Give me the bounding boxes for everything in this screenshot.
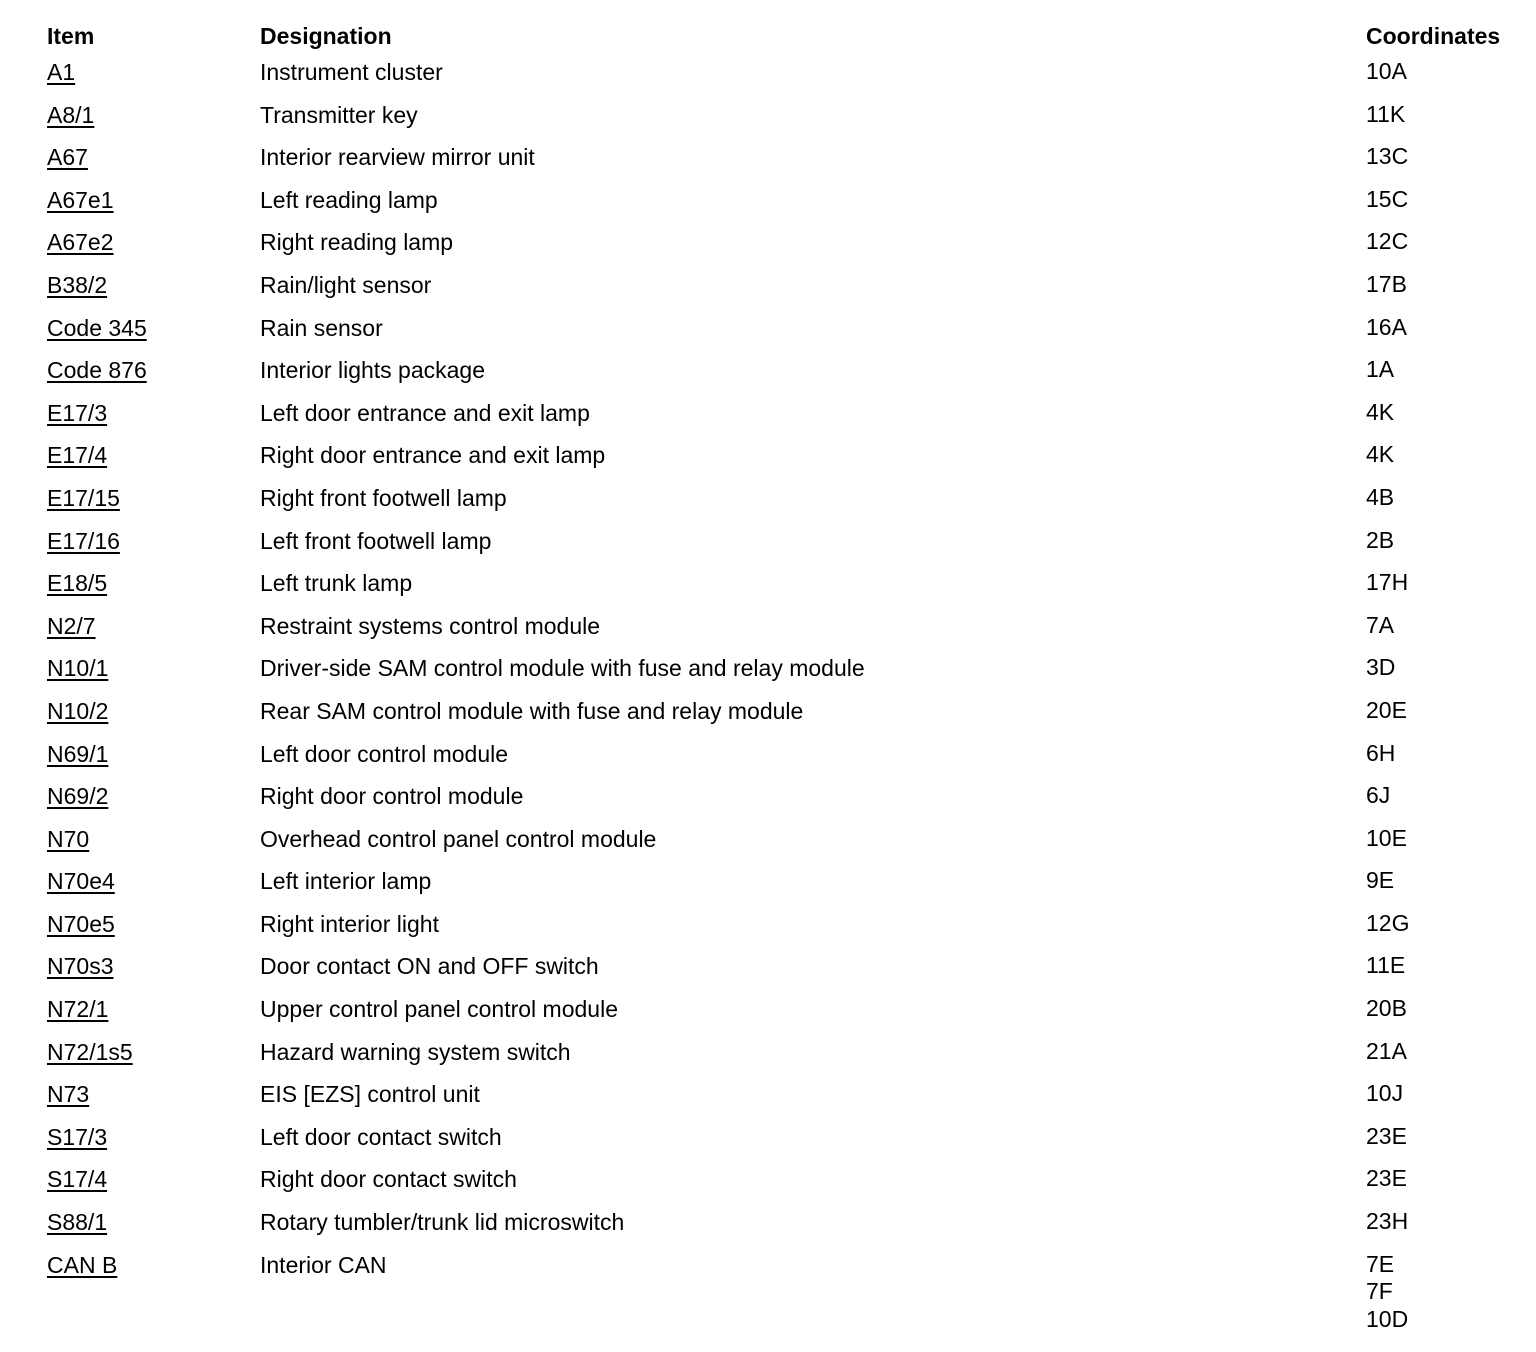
designation-text: Door contact ON and OFF switch xyxy=(260,953,599,980)
coordinates-cell xyxy=(1366,143,1408,171)
coordinate-value: 3D xyxy=(1366,654,1396,681)
designation-text: Left reading lamp xyxy=(260,186,438,213)
table-row xyxy=(47,1165,1527,1208)
designation-text: Upper control panel control module xyxy=(260,996,618,1023)
coordinates-cell xyxy=(1366,782,1390,810)
table-row xyxy=(47,569,1527,612)
coordinate-value: 7F xyxy=(1366,1278,1393,1305)
designation-text: Restraint systems control module xyxy=(260,612,601,639)
coordinates-cell xyxy=(1366,740,1395,768)
coordinates-cell xyxy=(1366,612,1394,640)
item-link[interactable]: E18/5 xyxy=(47,570,108,597)
table-row xyxy=(47,782,1527,825)
coordinate-value: 20E xyxy=(1366,696,1407,723)
coordinates-cell xyxy=(1366,527,1394,555)
table-row xyxy=(47,1208,1527,1251)
coordinate-value: 4B xyxy=(1366,483,1395,510)
designation-text: Left front footwell lamp xyxy=(260,527,492,554)
coordinate-value: 23E xyxy=(1366,1122,1407,1149)
designation-text: Left trunk lamp xyxy=(260,570,413,597)
coordinate-value: 10E xyxy=(1366,824,1407,851)
coordinates-cell xyxy=(1366,910,1409,938)
designation-text: Left door contact switch xyxy=(260,1123,502,1150)
item-link[interactable]: N69/1 xyxy=(47,740,109,767)
item-link[interactable]: N2/7 xyxy=(47,612,96,639)
table-row xyxy=(47,484,1527,527)
designation-text: Rain/light sensor xyxy=(260,271,432,298)
coordinates-cell xyxy=(1366,569,1408,597)
coordinates-cell xyxy=(1366,484,1394,512)
designation-text: Rain sensor xyxy=(260,314,383,341)
table-header-row xyxy=(47,0,1527,58)
table-row xyxy=(47,58,1527,101)
coordinates-cell xyxy=(1366,101,1405,129)
table-row xyxy=(47,825,1527,868)
item-link[interactable]: E17/4 xyxy=(47,442,108,469)
coordinate-value: 1A xyxy=(1366,356,1395,383)
item-link[interactable]: B38/2 xyxy=(47,271,108,298)
table-row xyxy=(47,441,1527,484)
coordinates-cell xyxy=(1366,1123,1407,1151)
table-row xyxy=(47,271,1527,314)
coordinate-value: 11E xyxy=(1366,952,1406,979)
coordinates-cell xyxy=(1366,1038,1407,1066)
coordinates-cell xyxy=(1366,271,1407,299)
coordinate-value: 7E xyxy=(1366,1250,1395,1277)
table-row xyxy=(47,1250,1527,1332)
coordinate-value: 10J xyxy=(1366,1080,1404,1107)
item-link[interactable]: E17/15 xyxy=(47,484,120,511)
coordinate-value: 10D xyxy=(1366,1305,1409,1332)
coordinate-value: 7A xyxy=(1366,611,1395,638)
table-row xyxy=(47,1038,1527,1081)
designation-text: Interior rearview mirror unit xyxy=(260,144,535,171)
coordinate-value: 16A xyxy=(1366,313,1407,340)
coordinates-cell xyxy=(1366,1251,1408,1334)
item-link[interactable]: N10/2 xyxy=(47,697,109,724)
coordinates-cell xyxy=(1366,654,1395,682)
item-link[interactable]: A1 xyxy=(47,59,76,85)
coordinates-cell xyxy=(1366,995,1407,1023)
coordinates-cell xyxy=(1366,356,1394,384)
coordinate-value: 21A xyxy=(1366,1037,1407,1064)
coordinate-value: 23E xyxy=(1366,1165,1407,1192)
table-row xyxy=(47,399,1527,442)
table-row xyxy=(47,186,1527,229)
coordinate-value: 17B xyxy=(1366,270,1407,297)
item-link[interactable]: N70s3 xyxy=(47,953,114,980)
item-link[interactable]: A67e1 xyxy=(47,186,114,213)
designation-text: EIS [EZS] control unit xyxy=(260,1081,480,1108)
designation-text: Right door contact switch xyxy=(260,1166,517,1193)
table-row xyxy=(47,143,1527,186)
column-header-item: Item xyxy=(47,23,95,49)
coordinate-value: 10A xyxy=(1366,58,1407,84)
item-link[interactable]: Code 345 xyxy=(47,314,147,341)
table-row xyxy=(47,1080,1527,1123)
coordinates-cell xyxy=(1366,58,1407,86)
designation-text: Transmitter key xyxy=(260,101,418,128)
item-link[interactable]: Code 876 xyxy=(47,357,147,384)
designation-text: Interior CAN xyxy=(260,1251,387,1278)
coordinate-value: 20B xyxy=(1366,995,1407,1022)
designation-text: Rear SAM control module with fuse and relay module xyxy=(260,697,804,724)
item-link[interactable]: E17/16 xyxy=(47,527,120,554)
item-link[interactable]: N70e5 xyxy=(47,910,115,937)
coordinate-value: 17H xyxy=(1366,569,1409,596)
coordinates-cell xyxy=(1366,314,1407,342)
coordinates-cell xyxy=(1366,1208,1408,1236)
item-link[interactable]: N73 xyxy=(47,1081,90,1108)
item-link[interactable]: E17/3 xyxy=(47,399,108,426)
table-row xyxy=(47,952,1527,995)
component-legend-table xyxy=(47,0,1527,1332)
table-row xyxy=(47,356,1527,399)
item-link[interactable]: N72/1 xyxy=(47,996,109,1023)
coordinates-cell xyxy=(1366,186,1408,214)
item-link[interactable]: N72/1s5 xyxy=(47,1038,133,1065)
coordinates-cell xyxy=(1366,952,1405,980)
coordinate-value: 23H xyxy=(1366,1208,1409,1235)
coordinates-cell xyxy=(1366,1080,1403,1108)
table-row xyxy=(47,1123,1527,1166)
designation-text: Right door entrance and exit lamp xyxy=(260,442,606,469)
designation-text: Rotary tumbler/trunk lid microswitch xyxy=(260,1209,625,1236)
item-link[interactable]: N69/2 xyxy=(47,783,109,810)
designation-text: Left interior lamp xyxy=(260,868,432,895)
designation-text: Overhead control panel control module xyxy=(260,825,657,852)
table-row xyxy=(47,228,1527,271)
coordinate-value: 15C xyxy=(1366,185,1409,212)
designation-text: Left door entrance and exit lamp xyxy=(260,399,590,426)
designation-text: Right reading lamp xyxy=(260,229,454,256)
table-row xyxy=(47,995,1527,1038)
table-row xyxy=(47,654,1527,697)
coordinate-value: 2B xyxy=(1366,526,1395,553)
coordinate-value: 4K xyxy=(1366,398,1395,425)
designation-text: Driver-side SAM control module with fuse and relay module xyxy=(260,655,865,682)
coordinates-cell xyxy=(1366,697,1407,725)
table-row xyxy=(47,740,1527,783)
item-link[interactable]: CAN B xyxy=(47,1251,118,1278)
table-row xyxy=(47,697,1527,740)
item-link[interactable]: S17/4 xyxy=(47,1166,108,1193)
table-row xyxy=(47,867,1527,910)
coordinate-value: 6H xyxy=(1366,739,1396,766)
item-link[interactable]: A8/1 xyxy=(47,101,95,128)
designation-text: Right door control module xyxy=(260,783,524,810)
item-link[interactable]: S17/3 xyxy=(47,1123,108,1150)
designation-text: Hazard warning system switch xyxy=(260,1038,571,1065)
table-body xyxy=(47,58,1527,1332)
designation-text: Right front footwell lamp xyxy=(260,484,507,511)
item-link[interactable]: N70 xyxy=(47,825,90,852)
table-row xyxy=(47,910,1527,953)
column-header-coordinates: Coordinates xyxy=(1366,23,1501,49)
coordinate-value: 12G xyxy=(1366,909,1410,936)
designation-text: Instrument cluster xyxy=(260,59,443,85)
designation-text: Right interior light xyxy=(260,910,439,937)
item-link[interactable]: A67 xyxy=(47,144,88,171)
coordinates-cell xyxy=(1366,867,1394,895)
coordinates-cell xyxy=(1366,228,1408,256)
coordinates-cell xyxy=(1366,441,1394,469)
coordinate-value: 6J xyxy=(1366,782,1391,809)
item-link[interactable]: N70e4 xyxy=(47,868,115,895)
item-link[interactable]: A67e2 xyxy=(47,229,114,256)
table-row xyxy=(47,101,1527,144)
coordinates-cell xyxy=(1366,825,1407,853)
item-link[interactable]: N10/1 xyxy=(47,655,109,682)
coordinate-value: 13C xyxy=(1366,143,1409,170)
item-link[interactable]: S88/1 xyxy=(47,1209,108,1236)
coordinates-cell xyxy=(1366,1165,1407,1193)
table-row xyxy=(47,527,1527,570)
coordinate-value: 9E xyxy=(1366,867,1395,894)
designation-text: Left door control module xyxy=(260,740,509,767)
table-row xyxy=(47,612,1527,655)
coordinates-cell xyxy=(1366,399,1394,427)
coordinate-value: 4K xyxy=(1366,441,1395,468)
table-row xyxy=(47,314,1527,357)
designation-text: Interior lights package xyxy=(260,357,486,384)
coordinate-value: 12C xyxy=(1366,228,1409,255)
column-header-designation: Designation xyxy=(260,23,392,49)
coordinate-value: 11K xyxy=(1366,100,1406,127)
